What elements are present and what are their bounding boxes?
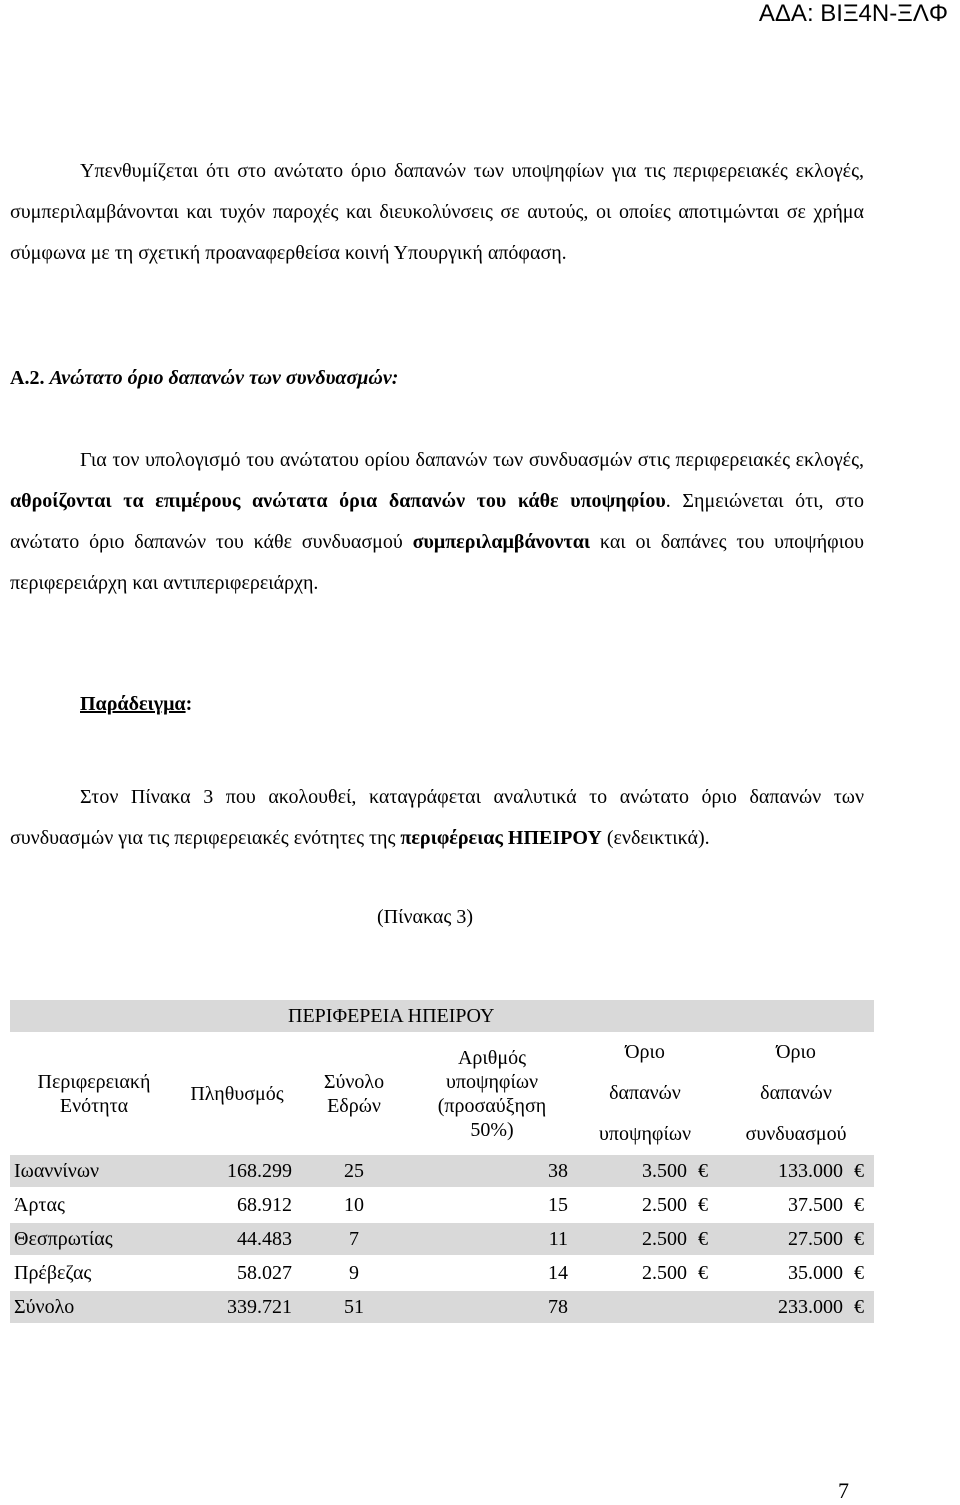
table-row: Πρέβεζας 58.027 9 14 2.500 € 35.000 € — [10, 1256, 874, 1290]
expenses-table — [10, 1000, 874, 1323]
section-number: Α.2. — [10, 367, 45, 389]
table-title-row — [10, 1000, 874, 1032]
euro-icon: € — [854, 1262, 865, 1284]
section-title: Ανώτατο όριο δαπανών των συνδυασμών: — [49, 367, 399, 389]
ex-text-2: (ενδεικτικά). — [601, 827, 710, 849]
ada-code: ΑΔΑ: ΒΙΞ4Ν-ΞΛΦ — [758, 0, 948, 27]
euro-icon: € — [854, 1296, 865, 1318]
example-label: Παράδειγμα: — [80, 693, 193, 715]
table-header-row — [10, 1032, 874, 1155]
section-heading — [10, 358, 398, 399]
header-combination-limit: Όριο δαπανών συνδυασμού — [745, 1041, 847, 1145]
paragraph-example — [10, 777, 864, 859]
p2-text-1: Για τον υπολογισμό του ανώτατου ορίου δαπανών των συνδυασμών στις περιφερειακές εκλογές, — [80, 449, 864, 471]
region-title: ΠΕΡΙΦΕΡΕΙΑ ΗΠΕΙΡΟΥ — [296, 1000, 874, 1032]
table-row: Θεσπρωτίας 44.483 7 11 2.500 € 27.500 € — [10, 1222, 874, 1256]
page-number: 7 — [838, 1478, 849, 1503]
paragraph-reminder: Υπενθυμίζεται ότι στο ανώτατο όριο δαπανών των υποψηφίων για τις περιφερειακές εκλογές, συμπεριλαμβάνονται και τυχόν παροχές και διευκολύνσεις σε αυτούς, οι οποίες αποτιμώνται σε χρήμα σύμφωνα με τη σχετική προαναφερθείσα κοινή Υπουργική απόφαση. — [10, 160, 864, 264]
euro-icon: € — [698, 1262, 708, 1284]
ex-bold: περιφέρειας ΗΠΕΙΡΟΥ — [400, 827, 602, 849]
header-seats: Σύνολο Εδρών — [323, 1070, 385, 1117]
euro-icon: € — [854, 1160, 865, 1182]
paragraph-combinations — [10, 440, 864, 604]
p2-bold-2: συμπεριλαμβάνονται — [412, 531, 591, 553]
euro-icon: € — [698, 1228, 708, 1250]
euro-icon: € — [854, 1194, 865, 1216]
header-candidates: Αριθμός υποψηφίων (προσαύξηση 50%) — [437, 1046, 547, 1141]
header-population: Πληθυσμός — [190, 1082, 284, 1105]
header-candidate-limit: Όριο δαπανών υποψηφίων — [598, 1041, 692, 1145]
euro-icon: € — [698, 1160, 708, 1182]
table-row: Άρτας 68.912 10 15 2.500 € 37.500 € — [10, 1188, 874, 1222]
table-caption: (Πίνακας 3) — [377, 906, 473, 928]
p2-bold-1: αθροίζονται τα επιμέρους ανώτατα όρια δαπανών του κάθε υποψηφίου — [10, 490, 666, 512]
euro-icon: € — [698, 1194, 708, 1216]
p2-text-2: . Σημειώνεται ότι, στο ανώτατο όριο δαπανών του κάθε συνδυασμού — [10, 490, 865, 553]
euro-icon: € — [854, 1228, 865, 1250]
table-row: Ιωαννίνων 168.299 25 38 3.500 € 133.000 € — [10, 1155, 874, 1188]
ex-text-1: Στον Πίνακα 3 που ακολουθεί, καταγράφεται αναλυτικά το ανώτατο όριο δαπανών των συνδυασμών για τις περιφερειακές ενότητες της — [10, 786, 864, 849]
header-unit: Περιφερειακή Ενότητα — [37, 1070, 151, 1117]
p2-text-3: και οι δαπάνες του υποψήφιου περιφερειάρχη και αντιπεριφερειάρχη. — [10, 531, 864, 594]
table-total-row: Σύνολο 339.721 51 78 233.000 € — [10, 1290, 874, 1323]
